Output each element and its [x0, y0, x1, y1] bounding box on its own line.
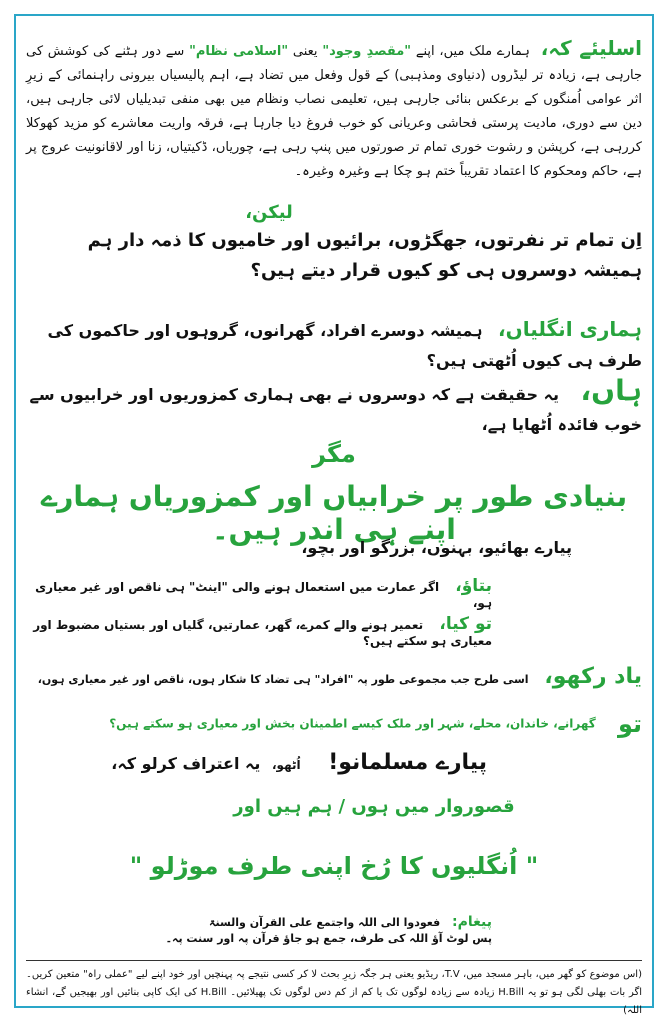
intro-text-c: سے دور ہٹنے کی کوشش کی جارہی ہے، زیادہ تر لیڈروں (دنیاوی ومذہبی) کے قول وفعل میں تضاد ہے، اہم پالیسیاں بیرونی راہنمائی کے زیرِ اثر عوامی اُمنگوں کے برعکس بنائی جارہی ہیں، تعلیمی نصاب ونظام میں بھی منفی تبدیلیاں لائی جارہی ہیں، دین سے دوری، مادیت پرستی فحاشی وعریانی کو خوب فروغ دیا جارہا ہے، فرقہ واریت معاشرے کو مزید کھوکلا کررہی ہے، کرپشن و رشوت خوری تمام تر صورتوں میں پنپ رہی ہے، چوریاں، ڈکیتیاں، زنا اور لاقانونیت عروج پر ہے، حاکم ومحکوم کا اعتماد تقریباً ختم ہو چکا ہے وغیرہ وغیرہ۔ [26, 44, 642, 179]
intro-text-b: یعنی [292, 44, 318, 59]
tell-buildings-body: تعمیر ہونے والے کمرے، گھر، عمارتیں، گلیاں اور بستیاں مضبوط اور معیاری ہو سکتے ہیں؟ [33, 618, 492, 648]
muslims-call [26, 750, 642, 775]
muslims-rise: اُٹھو، [271, 758, 301, 772]
question-blame: اِن تمام تر نفرتوں، جھگڑوں، برائیوں اور خامیوں کا ذمہ دار ہم ہمیشہ دوسروں ہی کو کیوں قرار دیتے ہیں؟ [87, 230, 642, 281]
page-border [14, 14, 654, 1016]
but-label: لیکن، [245, 202, 293, 223]
answer-yes-lead: ہاں، [580, 374, 642, 407]
message-line-1 [26, 914, 492, 931]
message-lead: پیغام: [452, 914, 492, 930]
muslims-address: پیارے مسلمانو! [328, 750, 487, 775]
message-block [26, 914, 642, 947]
intro-tag-purpose: "مقصدِ وجود" [322, 44, 412, 59]
muslims-confess: یہ اعتراف کرلو کہ، [111, 754, 261, 773]
intro-lead: اسلیئے کہ، [540, 36, 642, 60]
address-line: پیارے بھائیو، بہنوں، بزرگو اور بچو، [301, 538, 572, 557]
intro-tag-islamic-system: "اسلامی نظام" [189, 44, 289, 59]
question-fingers [26, 314, 642, 376]
then-line [26, 710, 642, 738]
intro-paragraph [26, 36, 642, 184]
question-fingers-lead: ہماری انگلیاں، [498, 317, 642, 341]
intro-text-a: ہمارے ملک میں، اپنے [415, 44, 530, 59]
remember-lead: یاد رکھو، [544, 664, 642, 689]
main-claim-heading: بنیادی طور پر خرابیاں اور کمزوریاں ہمارے اپنے ہی اندر ہیں۔ [40, 480, 628, 546]
tell-brick-lead: بتاؤ، [455, 576, 492, 596]
however-label: مگر [312, 440, 356, 468]
then-lead: تو [617, 710, 642, 738]
guilty-line: قصوروار میں ہوں / ہم ہیں اور [233, 796, 515, 817]
then-body: گھرانے، خاندان، محلے، شہر اور ملک کیسے اطمینان بخش اور معیاری ہو سکتے ہیں؟ [109, 716, 596, 731]
message-line-2: پس لوٹ آؤ اللہ کی طرف، جمع ہو جاؤ قرآن پہ اور سنت پہ۔ [165, 932, 492, 945]
answer-yes-body: یہ حقیقت ہے کہ دوسروں نے بھی ہماری کمزوریوں اور خرابیوں سے خوب فائدہ اُٹھایا ہے، [29, 385, 642, 434]
tell-brick-body: اگر عمارت میں استعمال ہونے والی "اینٹ" ہی ناقص اور غیر معیاری ہو، [35, 580, 492, 610]
tell-buildings-lead: تو کیا، [439, 614, 492, 634]
turn-fingers-heading: " اُنگلیوں کا رُخ اپنی طرف موڑلو " [129, 852, 539, 880]
tell-buildings [26, 614, 642, 648]
message-arabic: فعودوا الی اللہ واجتمع علی القرآن والسنۃ [209, 916, 441, 929]
answer-yes [26, 376, 642, 440]
remember-line [26, 664, 642, 689]
footnote: (اس موضوع کو گھر میں، باہر مسجد میں، T.V، ریڈیو یعنی ہر جگہ زیرِ بحث لا کر کسی نتیجے پہ پہنچیں اور خود اپنے لیے "عملی راہ" متعین کریں۔ اگر بات بھلی لگی ہو تو یہ H.Bill زیادہ سے زیادہ لوگوں تک یا کم از کم دس لوگوں تک پھیلائیں۔ H.Bill کی ایک کاپی بنائیں اور بھیجیں گے، انشاء اللہ) [26, 969, 643, 1016]
question-fingers-body: ہمیشہ دوسرے افراد، گھرانوں، گروہوں اور حاکموں کی طرف ہی کیوں اُٹھتی ہیں؟ [47, 321, 642, 370]
footer-divider [26, 960, 642, 961]
remember-body: اسی طرح جب مجموعی طور پہ "افراد" ہی تضاد کا شکار ہوں، ناقص اور غیر معیاری ہوں، [37, 673, 529, 686]
document-content [26, 26, 643, 1016]
tell-brick [26, 576, 642, 610]
